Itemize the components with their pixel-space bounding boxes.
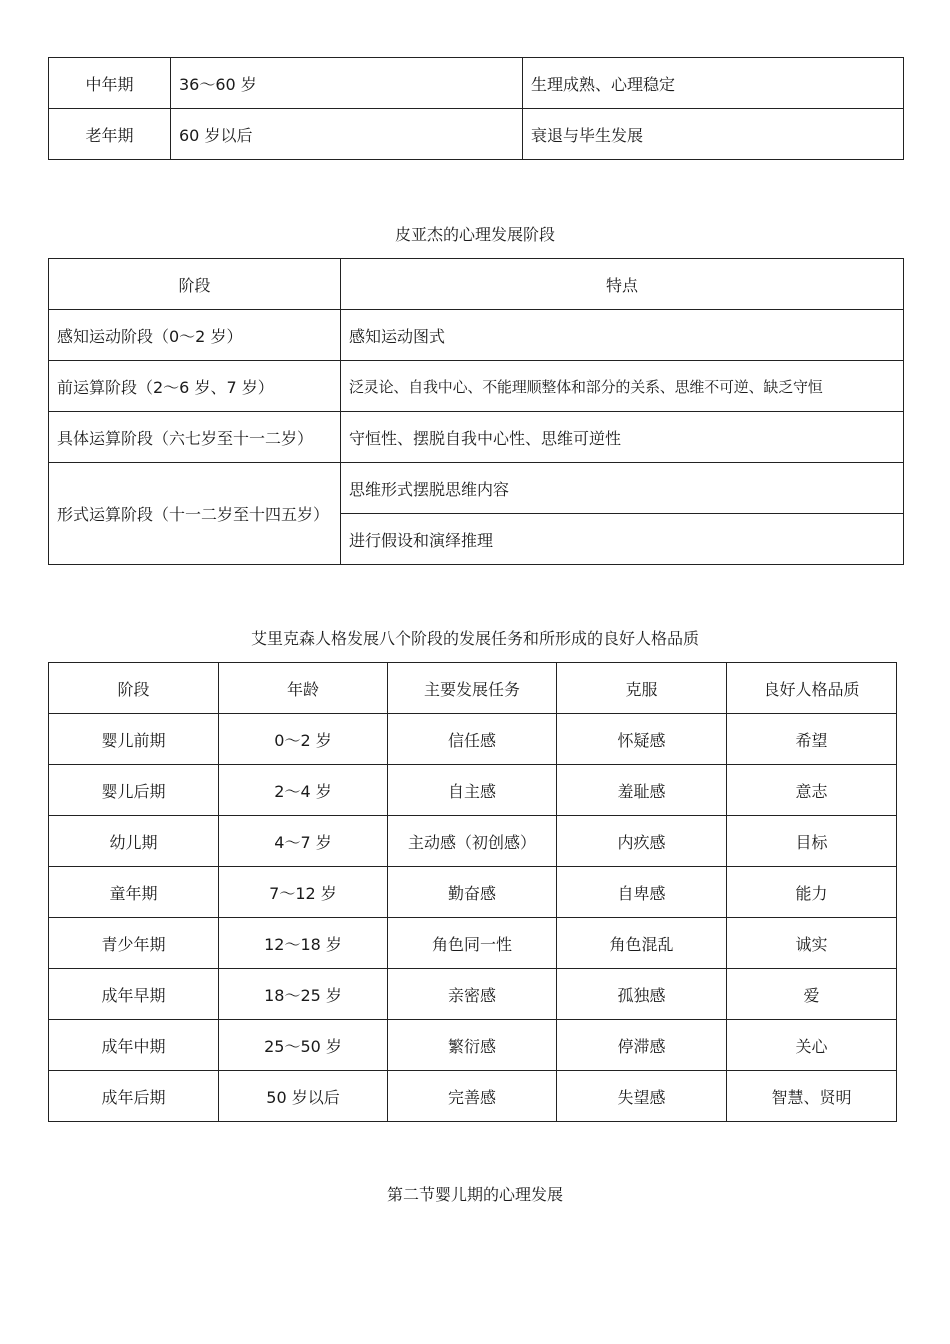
table-cell: 成年早期: [49, 969, 219, 1020]
piaget-table: [48, 258, 904, 565]
table-header-row: [49, 259, 904, 310]
table-cell: 感知运动阶段（0～2 岁）: [49, 310, 341, 361]
table-row: [49, 58, 904, 109]
table-cell: 婴儿前期: [49, 714, 219, 765]
table-cell: 希望: [727, 714, 897, 765]
table-cell: 幼儿期: [49, 816, 219, 867]
table-row: [49, 412, 904, 463]
table-cell: 停滞感: [557, 1020, 727, 1071]
table-cell: 内疚感: [557, 816, 727, 867]
erikson-table-title: 艾里克森人格发展八个阶段的发展任务和所形成的良好人格品质: [250, 629, 699, 648]
table-row: [49, 867, 897, 918]
table-row: [49, 714, 897, 765]
table-cell: 怀疑感: [557, 714, 727, 765]
table-row: [49, 918, 897, 969]
table-cell: 泛灵论、自我中心、不能理顺整体和部分的关系、思维不可逆、缺乏守恒: [341, 361, 904, 412]
life-stage-table: [48, 57, 904, 160]
column-header: 阶段: [49, 663, 219, 714]
table-cell: 具体运算阶段（六七岁至十一二岁）: [49, 412, 341, 463]
table-row: [49, 361, 904, 412]
table-cell: 中年期: [49, 58, 171, 109]
column-header: 克服: [557, 663, 727, 714]
table-cell: 繁衍感: [388, 1020, 557, 1071]
table-cell: 完善感: [388, 1071, 557, 1122]
table-cell: 羞耻感: [557, 765, 727, 816]
table-row: [49, 1071, 897, 1122]
table-row: [49, 816, 897, 867]
table-cell: 关心: [727, 1020, 897, 1071]
section-heading: 第二节婴儿期的心理发展: [386, 1185, 563, 1204]
table-cell: 7～12 岁: [219, 867, 388, 918]
table-cell: 成年后期: [49, 1071, 219, 1122]
table-cell: 目标: [727, 816, 897, 867]
table-cell: 亲密感: [388, 969, 557, 1020]
table-cell: 能力: [727, 867, 897, 918]
table-cell: 智慧、贤明: [727, 1071, 897, 1122]
table-cell: 12～18 岁: [219, 918, 388, 969]
table-header-row: [49, 663, 897, 714]
table-cell: 青少年期: [49, 918, 219, 969]
table-cell: 50 岁以后: [219, 1071, 388, 1122]
table-row: [49, 969, 897, 1020]
table-cell: 形式运算阶段（十一二岁至十四五岁）: [49, 463, 341, 565]
table-cell: 主动感（初创感）: [388, 816, 557, 867]
table-cell: 孤独感: [557, 969, 727, 1020]
table-cell: 感知运动图式: [341, 310, 904, 361]
table-cell: 角色混乱: [557, 918, 727, 969]
table-row: [49, 1020, 897, 1071]
table-cell: 自卑感: [557, 867, 727, 918]
table-cell: 自主感: [388, 765, 557, 816]
table-row: [49, 765, 897, 816]
table-cell: 勤奋感: [388, 867, 557, 918]
table-cell: 意志: [727, 765, 897, 816]
column-header: 年龄: [219, 663, 388, 714]
table-cell: 婴儿后期: [49, 765, 219, 816]
table-cell: 守恒性、摆脱自我中心性、思维可逆性: [341, 412, 904, 463]
table-cell: 4～7 岁: [219, 816, 388, 867]
table-cell: 思维形式摆脱思维内容: [341, 463, 904, 514]
table-cell: 生理成熟、心理稳定: [523, 58, 904, 109]
column-header: 特点: [341, 259, 904, 310]
column-header: 主要发展任务: [388, 663, 557, 714]
table-cell: 老年期: [49, 109, 171, 160]
table-cell: 诚实: [727, 918, 897, 969]
table-cell: 信任感: [388, 714, 557, 765]
table-cell: 进行假设和演绎推理: [341, 514, 904, 565]
column-header: 良好人格品质: [727, 663, 897, 714]
table-cell: 角色同一性: [388, 918, 557, 969]
table-cell: 失望感: [557, 1071, 727, 1122]
table-cell: 爱: [727, 969, 897, 1020]
table-cell: 25～50 岁: [219, 1020, 388, 1071]
table-cell: 2～4 岁: [219, 765, 388, 816]
piaget-table-title: 皮亚杰的心理发展阶段: [394, 225, 555, 244]
table-cell: 成年中期: [49, 1020, 219, 1071]
table-cell: 18～25 岁: [219, 969, 388, 1020]
erikson-table: [48, 662, 897, 1122]
table-row: [49, 310, 904, 361]
table-cell: 童年期: [49, 867, 219, 918]
table-cell: 前运算阶段（2～6 岁、7 岁）: [49, 361, 341, 412]
column-header: 阶段: [49, 259, 341, 310]
table-row: [49, 463, 904, 514]
table-cell: 36～60 岁: [171, 58, 523, 109]
table-cell: 0～2 岁: [219, 714, 388, 765]
table-cell: 衰退与毕生发展: [523, 109, 904, 160]
table-cell: 60 岁以后: [171, 109, 523, 160]
table-row: [49, 109, 904, 160]
